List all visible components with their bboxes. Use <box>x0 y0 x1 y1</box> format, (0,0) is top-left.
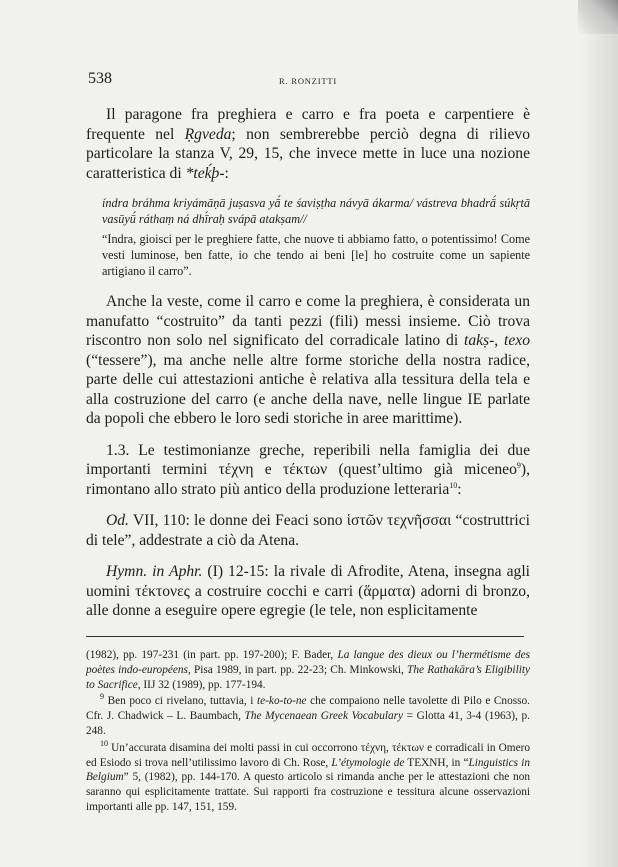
text-run: Il paragone fra preghiera e carro e fra poeta e carpentiere è frequente nel <box>86 106 530 143</box>
paragraph-4 <box>86 511 530 550</box>
text-run-italic: te-ko-to-ne <box>257 695 307 708</box>
text-run-italic: Ṛgveda <box>184 125 232 143</box>
footnote-ref-10[interactable]: 10 <box>449 480 458 490</box>
text-run-italic: *teḱþ- <box>185 164 225 182</box>
footnote-number: 10 <box>100 739 108 749</box>
text-run: : <box>224 164 229 182</box>
text-run-italic: L’étymologie de <box>331 756 405 769</box>
page-header <box>88 70 528 90</box>
text-run: ” 5, (1982), pp. 144-170. A questo articolo si rimanda anche per le attestazioni che non saranno qui esplicitamente trattate. Sui rapporti fra costruzione e tessitura alcune osservazioni importanti alle pp. 147, 151, 159. <box>86 771 530 813</box>
footnote-ref-9[interactable]: 9 <box>516 460 521 470</box>
text-run-italic: Linguistics in Belgium <box>86 756 530 784</box>
text-run: (I) 12-15: la rivale di Afrodite, Atena, insegna agli uomini τέκτονες a costruire cocchi e carri (ἅρματα) adorni di bronzo, alle donne a eseguire opere egregie (le tele, non esplicitamente <box>86 563 530 619</box>
text-run-italic: takṣ- <box>463 332 495 349</box>
text-run: ; non sembrerebbe perciò degna di rilievo particolare la stanza V, 29, 15, che invece mette in luce una nozione caratteristica di <box>86 125 530 182</box>
text-run: Anche la veste, come il carro e come la preghiera, è considerata un manufatto “costruito” da tanti pezzi (fili) messi insieme. Ciò trova riscontro non solo nel significato del corradicale latino di <box>86 293 530 349</box>
text-run: , IIJ 32 (1989), pp. 177-194. <box>137 678 266 691</box>
text-run: , Pisa 1989, in part. pp. 22-23; Ch. Minkowski, <box>187 663 408 676</box>
quote-sanskrit: índra bráhma kriyámāṇā juṣasva yā́ te śaviṣṭha návyā ákarma/ vástreva bhadrā́ súkṛtā vasūyū́ ráthaṃ ná dhī́raḥ svápā atakṣam// <box>102 196 530 226</box>
footnote-9 <box>86 694 530 738</box>
footnote-number: 9 <box>100 692 104 702</box>
paragraph-2 <box>86 292 530 429</box>
text-run: 1.3. Le testimonianze greche, reperibili nella famiglia dei due importanti termini τέχνη e τέκτων (quest’ultimo già miceneo <box>86 441 530 478</box>
text-run: ), rimontano allo strato più antico della produzione letteraria <box>86 461 530 498</box>
text-run: = Glotta 41, 3-4 (1963), p. 248. <box>86 710 530 737</box>
text-run: , <box>494 332 505 349</box>
text-run: : <box>457 480 462 498</box>
text-run: (1982), pp. 197-231 (in part. pp. 197-200); F. Bader, <box>86 649 338 661</box>
paragraph-1 <box>86 105 530 183</box>
text-run-italic: texo <box>504 332 530 349</box>
footnotes <box>86 648 530 817</box>
paragraph-5 <box>86 562 530 621</box>
text-run: (“tessere”), ma anche nelle altre forme storiche della nostra radice, parte delle cui attestazioni antiche è relativa alla tessitura della tela e alla costruzione del carro (e anche della nave, nelle lingue IE parlate da popoli che ebbero le loro sedi storiche in aree marittime). <box>86 351 530 427</box>
quote-translation: “Indra, gioisci per le preghiere fatte, che nuove ti abbiamo fatto, o potentissimo! Come vesti luminose, ben fatte, io che tendo ai beni [le] ho costruite come un sapiente artigiano il carro”. <box>102 232 530 278</box>
footnote-10 <box>86 741 530 815</box>
text-run: VII, 110: le donne dei Feaci sono ἱστῶν τεχνῆσσαι “costruttrici di tele”, addestrate a ciò da Atena. <box>86 512 530 549</box>
text-run: che compaiono nelle tavolette di Pilo e Cnosso. Cfr. J. Chadwick – L. Baumbach, <box>86 695 530 723</box>
footnote-divider <box>86 636 524 637</box>
text-run-italic: La langue des dieux ou l’hermétisme des poètes indo-européens <box>86 649 531 676</box>
text-run: Ben poco ci rivelano, tuttavia, i <box>104 695 258 708</box>
main-text <box>86 105 530 633</box>
text-run-italic: Hymn. in Aphr. <box>106 563 203 580</box>
footnote-8-continued <box>86 648 530 692</box>
text-run: Un’accurata disamina dei molti passi in cui occorrono τέχνη, τέκτων e corradicali in Omero ed Esiodo si trova nell’utilissimo lavoro di Ch. Rose, <box>86 741 530 769</box>
running-head: R. RONZITTI <box>279 76 337 86</box>
text-run-italic: The Rathakāra’s Eligibility to Sacrifice <box>86 663 530 691</box>
page-number: 538 <box>88 70 112 87</box>
text-run-italic: Od. <box>106 512 129 529</box>
text-run: TEXNH, in “ <box>404 756 469 769</box>
text-run-italic: The Mycenaean Greek Vocabulary <box>244 710 404 723</box>
paragraph-3 <box>86 441 530 500</box>
